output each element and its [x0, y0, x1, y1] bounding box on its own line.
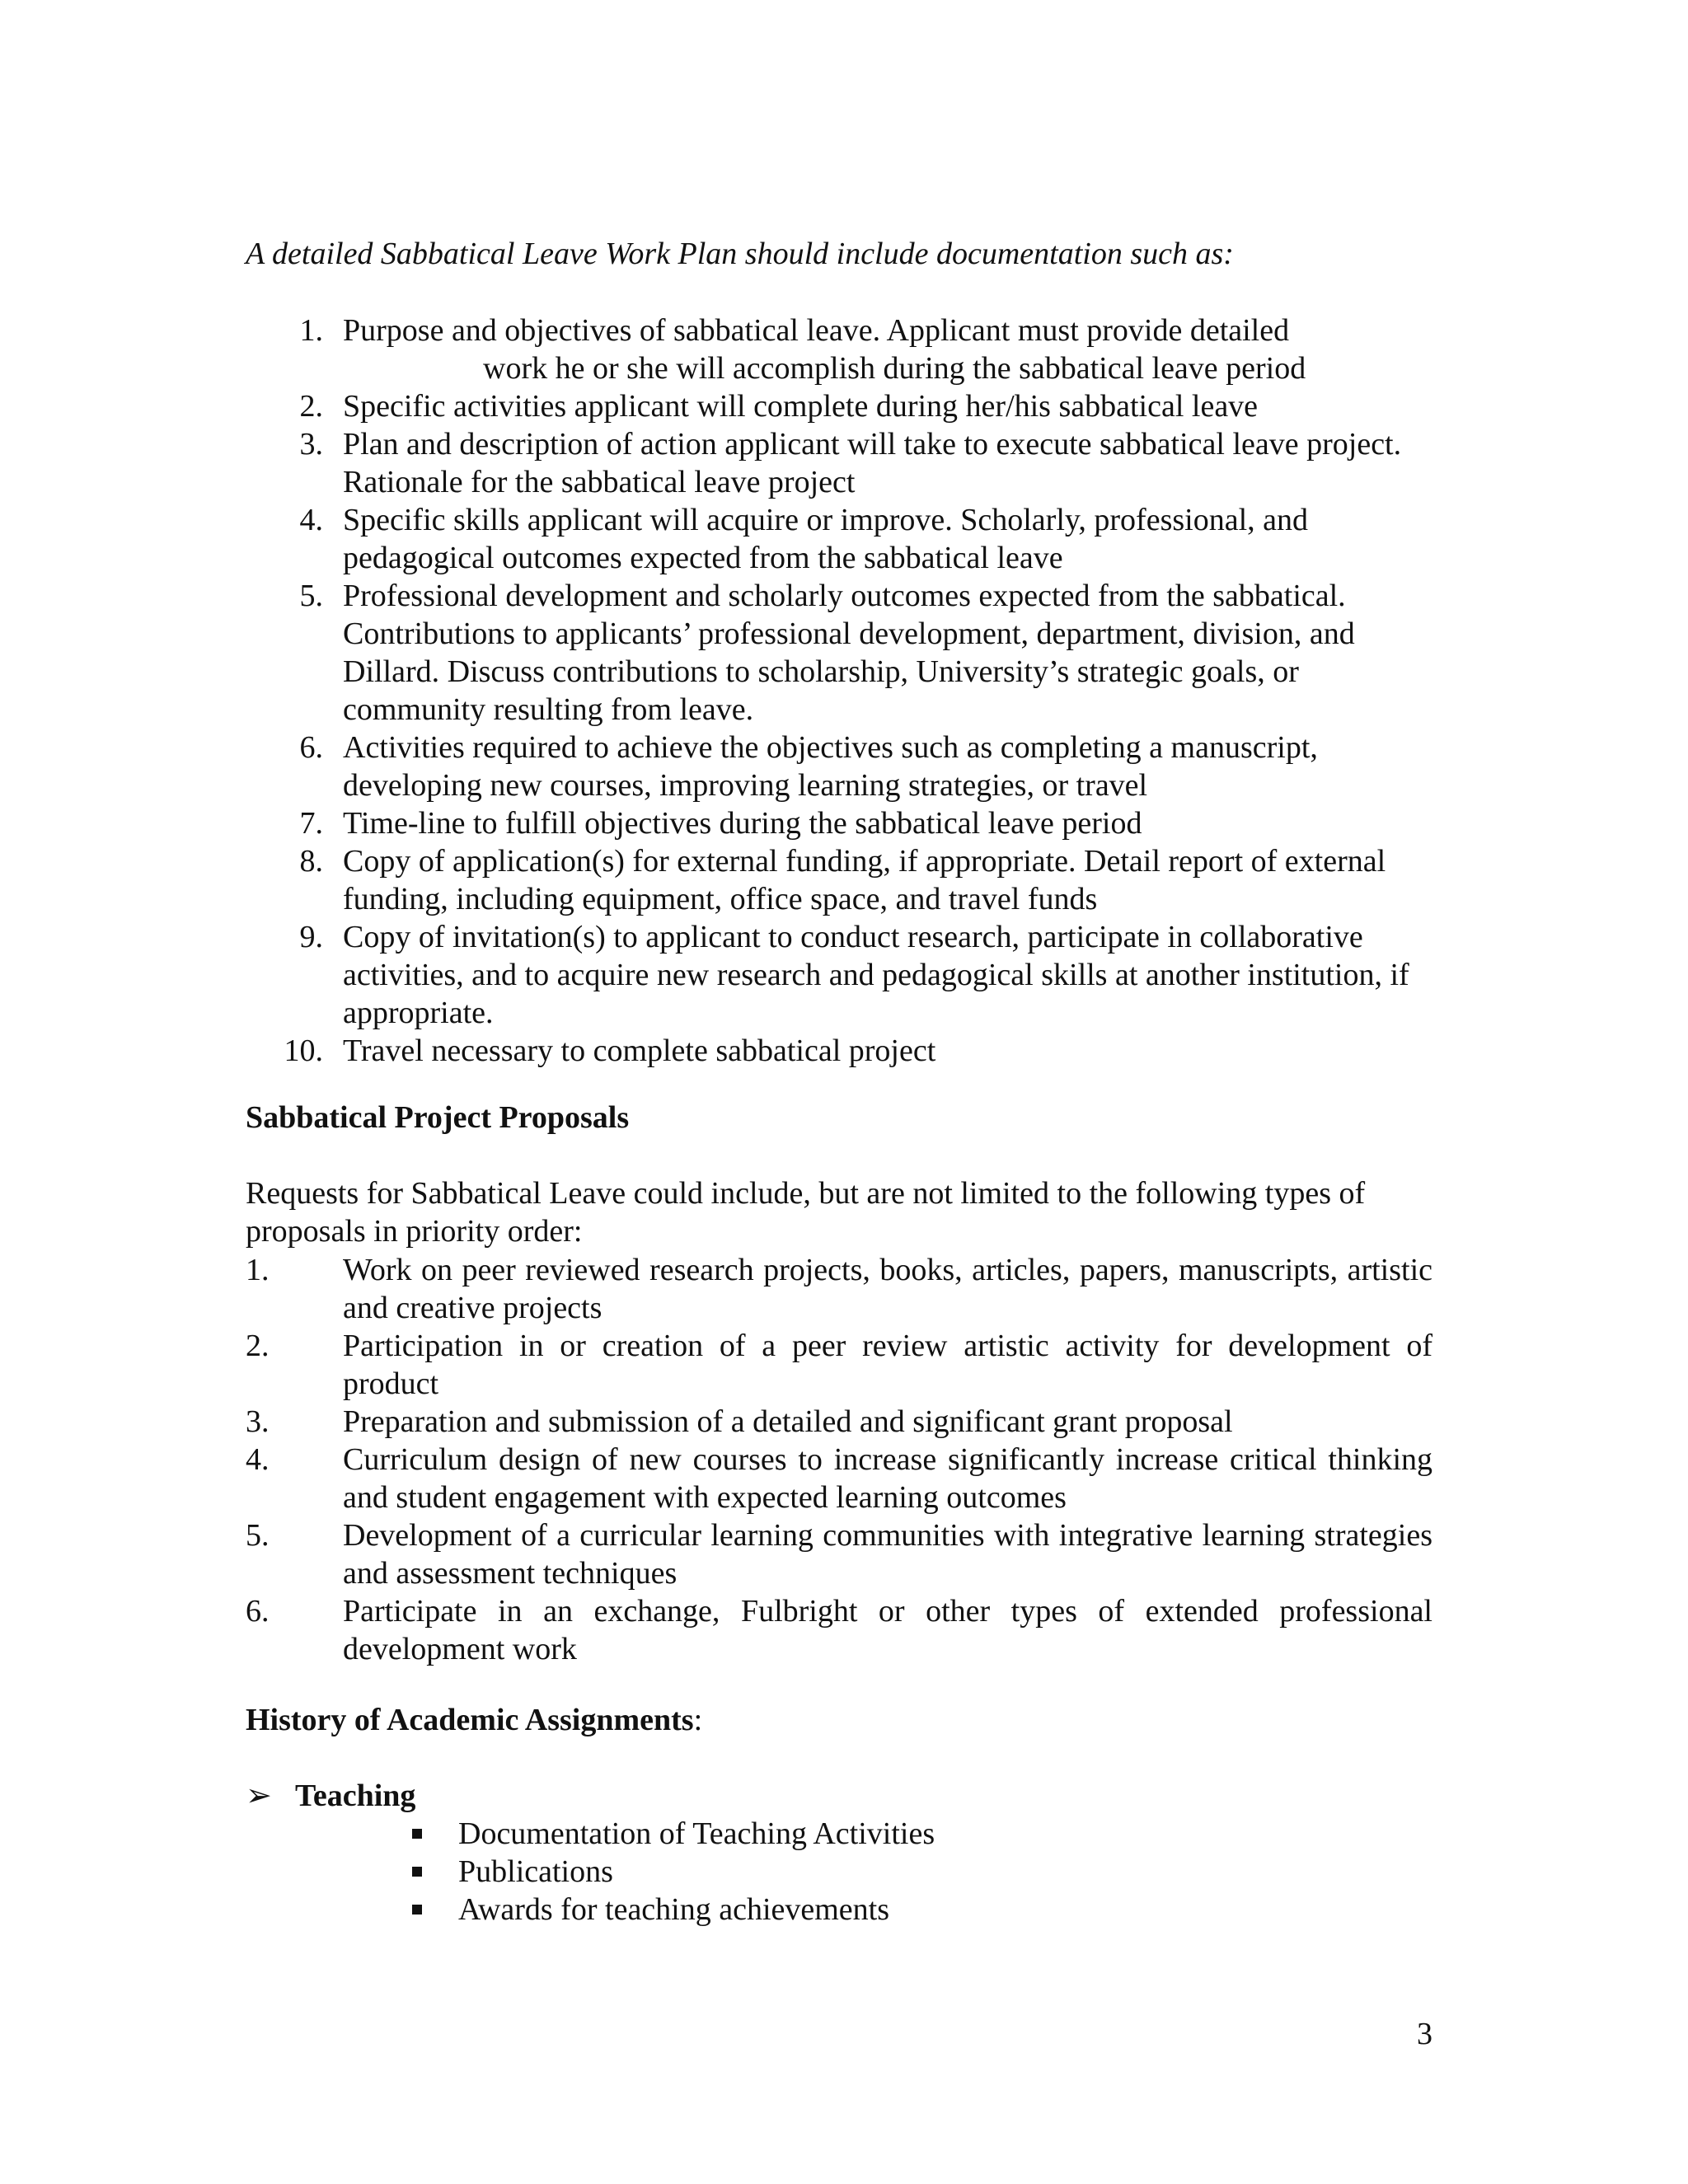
list-item	[406, 1815, 935, 1853]
work-plan-intro: A detailed Sabbatical Leave Work Plan should include documentation such as:	[246, 237, 1234, 271]
list-item	[246, 501, 1432, 577]
history-heading-text: History of Academic Assignments	[246, 1703, 694, 1737]
list-number: 2.	[299, 389, 323, 424]
list-number: 6.	[246, 1594, 270, 1629]
list-item-text: Activities required to achieve the objectives such as completing a manuscript, developing new courses, improving learning strategies, or travel	[343, 730, 1318, 803]
proposal-list	[246, 1251, 1432, 1668]
list-item-text: Purpose and objectives of sabbatical leave. Applicant must provide detailed	[343, 313, 1290, 348]
list-number: 5.	[299, 579, 323, 613]
list-item-text: Copy of application(s) for external funding, if appropriate. Detail report of external funding, including equipment, office space, and travel funds	[343, 844, 1386, 916]
list-item	[246, 918, 1432, 1032]
list-item-text: Travel necessary to complete sabbatical project	[343, 1033, 936, 1068]
list-item	[246, 1592, 1432, 1668]
list-item	[246, 1251, 1432, 1327]
list-item-text: Publications	[458, 1854, 613, 1889]
proposals-heading: Sabbatical Project Proposals	[246, 1100, 630, 1135]
list-item	[246, 1441, 1432, 1516]
list-number: 9.	[299, 920, 323, 954]
list-item	[246, 1327, 1432, 1403]
list-item	[246, 577, 1432, 729]
list-number: 10.	[284, 1033, 323, 1068]
list-number: 1.	[299, 313, 323, 348]
list-item-text: Time-line to fulfill objectives during the sabbatical leave period	[343, 806, 1142, 841]
list-item-text: Curriculum design of new courses to increase significantly increase critical thinking and student engagement with expected learning outcomes	[343, 1442, 1432, 1515]
list-number: 2.	[246, 1329, 270, 1363]
list-item-text: Participate in an exchange, Fulbright or other types of extended professional development work	[343, 1594, 1432, 1666]
list-number: 6.	[299, 730, 323, 765]
list-item-text: Specific skills applicant will acquire or improve. Scholarly, professional, and pedagogical outcomes expected from the sabbatical leave	[343, 503, 1309, 575]
history-heading	[246, 1701, 702, 1739]
list-number: 4.	[246, 1442, 270, 1477]
list-item-continuation: work he or she will accomplish during the sabbatical leave period	[483, 351, 1306, 386]
arrow-bullet-icon: ➢	[246, 1779, 272, 1813]
list-number: 5.	[246, 1518, 270, 1553]
list-item-text: Preparation and submission of a detailed and significant grant proposal	[343, 1404, 1233, 1439]
list-item	[246, 729, 1432, 804]
list-number: 1.	[246, 1253, 270, 1287]
list-item	[246, 1516, 1432, 1592]
list-item	[246, 425, 1432, 501]
work-plan-list	[246, 312, 1432, 1070]
list-item	[246, 804, 1432, 842]
list-item	[246, 312, 1432, 387]
teaching-label: Teaching	[295, 1779, 416, 1813]
teaching-item	[246, 1777, 415, 1815]
list-item-text: Work on peer reviewed research projects, books, articles, papers, manuscripts, artistic and creative projects	[343, 1253, 1432, 1325]
square-bullet-icon	[412, 1867, 422, 1877]
list-number: 3.	[246, 1404, 270, 1439]
list-item-text: Professional development and scholarly outcomes expected from the sabbatical. Contributions to applicants’ professional development, department, division, and Dillard. Discuss contributions to scholarship, University’s strategic goals, or community resulting from leave.	[343, 579, 1355, 727]
list-number: 8.	[299, 844, 323, 879]
list-item-text: Copy of invitation(s) to applicant to conduct research, participate in collaborative activities, and to acquire new research and pedagogical skills at another institution, if appropriate.	[343, 920, 1409, 1030]
list-item	[246, 387, 1432, 425]
list-item	[246, 1032, 1432, 1070]
proposals-intro: Requests for Sabbatical Leave could include, but are not limited to the following types of proposals in priority order:	[246, 1176, 1366, 1249]
list-item-text: Plan and description of action applicant will take to execute sabbatical leave project. Rationale for the sabbatical leave project	[343, 427, 1402, 499]
page-number: 3	[1417, 2017, 1432, 2051]
list-item-text: Awards for teaching achievements	[458, 1892, 890, 1927]
list-item	[246, 1403, 1432, 1441]
list-item-text: Participation in or creation of a peer review artistic activity for development of product	[343, 1329, 1432, 1401]
history-heading-colon: :	[693, 1703, 703, 1737]
square-bullet-icon	[412, 1829, 422, 1839]
teaching-bullet-list	[406, 1815, 935, 1929]
list-item-text: Specific activities applicant will complete during her/his sabbatical leave	[343, 389, 1259, 424]
list-number: 3.	[299, 427, 323, 462]
list-item	[246, 842, 1432, 918]
list-item-text: Documentation of Teaching Activities	[458, 1816, 935, 1851]
square-bullet-icon	[412, 1905, 422, 1915]
list-number: 4.	[299, 503, 323, 537]
list-item	[406, 1891, 935, 1929]
list-item-text: Development of a curricular learning communities with integrative learning strategies and assessment techniques	[343, 1518, 1432, 1591]
list-number: 7.	[299, 806, 323, 841]
list-item	[406, 1853, 935, 1891]
